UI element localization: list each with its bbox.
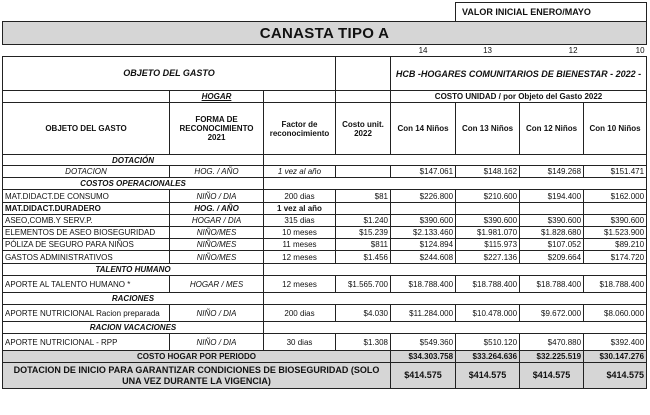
costo-hogar-10: $30.147.276 xyxy=(584,351,647,363)
row-forma: HOGAR / MES xyxy=(170,276,264,293)
row-value-13: $10.478.000 xyxy=(456,305,520,322)
row-value-10: $18.788.400 xyxy=(584,276,647,293)
blank-cell xyxy=(264,264,647,276)
row-value-14: $2.133.460 xyxy=(391,227,456,239)
row-costo xyxy=(336,203,391,215)
page-title: CANASTA TIPO A xyxy=(3,22,647,45)
table-row xyxy=(3,334,647,351)
row-forma: HOGAR / DIA xyxy=(170,215,264,227)
row-factor: 12 meses xyxy=(264,251,336,264)
row-name: ELEMENTOS DE ASEO BIOSEGURIDAD xyxy=(3,227,170,239)
col-header-con13: Con 13 Niños xyxy=(456,103,520,155)
blank-counts xyxy=(3,45,391,57)
row-value-10: $174.720 xyxy=(584,251,647,264)
canasta-table xyxy=(2,2,647,389)
blank-cell xyxy=(264,178,647,190)
costo-hogar-14: $34.303.758 xyxy=(391,351,456,363)
row-forma: NIÑO/MES xyxy=(170,251,264,264)
row-value-10: $392.400 xyxy=(584,334,647,351)
row-value-13 xyxy=(456,203,520,215)
row-value-12 xyxy=(520,203,584,215)
section-costos-operacionales: COSTOS OPERACIONALES xyxy=(3,178,264,190)
row-forma: HOG. / AÑO xyxy=(170,203,264,215)
blank-top xyxy=(3,3,456,22)
table-row xyxy=(3,203,647,215)
row-value-13: $227.136 xyxy=(456,251,520,264)
blank-cell xyxy=(336,57,391,91)
row-costo: $1.240 xyxy=(336,215,391,227)
dotacion-inicio-10: $414.575 xyxy=(584,363,647,389)
row-costo: $81 xyxy=(336,190,391,203)
blank-cell xyxy=(3,91,170,103)
row-value-13: $148.162 xyxy=(456,166,520,178)
col-header-objeto: OBJETO DEL GASTO xyxy=(3,103,170,155)
blank-cell xyxy=(264,91,336,103)
row-value-12: $9.672.000 xyxy=(520,305,584,322)
col-header-con12: Con 12 Niños xyxy=(520,103,584,155)
table-row xyxy=(3,239,647,251)
row-value-14 xyxy=(391,203,456,215)
row-factor: 30 dias xyxy=(264,334,336,351)
row-value-10: $1.523.900 xyxy=(584,227,647,239)
row-name: MAT.DIDACT.DE CONSUMO xyxy=(3,190,170,203)
row-costo: $811 xyxy=(336,239,391,251)
table-row xyxy=(3,251,647,264)
blank-cell xyxy=(264,155,647,166)
table-row xyxy=(3,166,647,178)
row-factor: 12 meses xyxy=(264,276,336,293)
row-value-12: $149.268 xyxy=(520,166,584,178)
row-value-14: $124.894 xyxy=(391,239,456,251)
section-dotacion: DOTACIÓN xyxy=(3,155,264,166)
table-row xyxy=(3,276,647,293)
row-value-13: $390.600 xyxy=(456,215,520,227)
dotacion-inicio-row xyxy=(3,363,647,389)
row-value-10 xyxy=(584,203,647,215)
row-costo xyxy=(336,166,391,178)
col-header-factor: Factor de reconocimiento xyxy=(264,103,336,155)
row-name: APORTE NUTRICIONAL - RPP xyxy=(3,334,170,351)
row-costo: $15.239 xyxy=(336,227,391,239)
row-forma: NIÑO / DIA xyxy=(170,305,264,322)
row-value-13: $18.788.400 xyxy=(456,276,520,293)
row-factor: 10 meses xyxy=(264,227,336,239)
row-value-14: $390.600 xyxy=(391,215,456,227)
row-factor: 200 dias xyxy=(264,190,336,203)
count-10: 10 xyxy=(635,46,645,55)
row-value-10: $162.000 xyxy=(584,190,647,203)
row-forma: NIÑO/MES xyxy=(170,239,264,251)
table-row xyxy=(3,215,647,227)
objeto-gasto-header: OBJETO DEL GASTO xyxy=(3,57,336,91)
table-row xyxy=(3,305,647,322)
costo-hogar-row xyxy=(3,351,647,363)
row-costo: $1.456 xyxy=(336,251,391,264)
row-value-13: $510.120 xyxy=(456,334,520,351)
row-forma: NIÑO / DIA xyxy=(170,334,264,351)
blank-cell xyxy=(264,293,647,305)
row-costo: $1.565.700 xyxy=(336,276,391,293)
count-12: 12 xyxy=(568,46,578,55)
row-value-10: $151.471 xyxy=(584,166,647,178)
col-header-con14: Con 14 Niños xyxy=(391,103,456,155)
section-raciones: RACIONES xyxy=(3,293,264,305)
row-factor: 315 dias xyxy=(264,215,336,227)
row-costo: $1.308 xyxy=(336,334,391,351)
costo-unidad-header: COSTO UNIDAD / por Objeto del Gasto 2022 xyxy=(391,91,647,103)
dotacion-inicio-14: $414.575 xyxy=(391,363,456,389)
dotacion-inicio-12: $414.575 xyxy=(520,363,584,389)
row-value-14: $11.284.000 xyxy=(391,305,456,322)
section-talento-humano: TALENTO HUMANO xyxy=(3,264,264,276)
row-name: MAT.DIDACT.DURADERO xyxy=(3,203,170,215)
blank-cell xyxy=(264,322,647,334)
row-value-13: $1.981.070 xyxy=(456,227,520,239)
row-value-13: $210.600 xyxy=(456,190,520,203)
row-forma: NIÑO/MES xyxy=(170,227,264,239)
row-value-14: $244.608 xyxy=(391,251,456,264)
row-factor: 1 vez al año xyxy=(264,203,336,215)
row-value-10: $89.210 xyxy=(584,239,647,251)
table-row xyxy=(3,190,647,203)
hogar-label: HOGAR xyxy=(170,91,264,103)
row-value-12: $107.052 xyxy=(520,239,584,251)
row-value-10: $8.060.000 xyxy=(584,305,647,322)
row-name: GASTOS ADMINISTRATIVOS xyxy=(3,251,170,264)
costo-hogar-label: COSTO HOGAR POR PERIODO xyxy=(3,351,391,363)
row-name: APORTE NUTRICIONAL Racion preparada xyxy=(3,305,170,322)
col-header-costo: Costo unit. 2022 xyxy=(336,103,391,155)
row-value-10: $390.600 xyxy=(584,215,647,227)
row-value-12: $390.600 xyxy=(520,215,584,227)
dotacion-inicio-label: DOTACION DE INICIO PARA GARANTIZAR CONDICIONES DE BIOSEGURIDAD (SOLO UNA VEZ DURANTE LA VIGENCIA) xyxy=(3,363,391,389)
count-13: 13 xyxy=(483,46,492,55)
row-factor: 11 meses xyxy=(264,239,336,251)
costo-hogar-13: $33.264.636 xyxy=(456,351,520,363)
row-name: PÓLIZA DE SEGURO PARA NIÑOS xyxy=(3,239,170,251)
row-value-14: $226.800 xyxy=(391,190,456,203)
row-value-13: $115.973 xyxy=(456,239,520,251)
row-name: DOTACION xyxy=(3,166,170,178)
hcb-title: HCB -HOGARES COMUNITARIOS DE BIENESTAR - 2022 - xyxy=(391,57,647,91)
row-value-12: $1.828.680 xyxy=(520,227,584,239)
valor-inicial-label: VALOR INICIAL ENERO/MAYO xyxy=(456,3,647,22)
count-14: 14 xyxy=(418,46,428,55)
row-value-12: $209.664 xyxy=(520,251,584,264)
row-factor: 200 dias xyxy=(264,305,336,322)
row-forma: HOG. / AÑO xyxy=(170,166,264,178)
col-header-con10: Con 10 Niños xyxy=(584,103,647,155)
row-value-14: $147.061 xyxy=(391,166,456,178)
row-forma: NIÑO / DIA xyxy=(170,190,264,203)
row-costo: $4.030 xyxy=(336,305,391,322)
row-value-12: $18.788.400 xyxy=(520,276,584,293)
row-value-12: $470.880 xyxy=(520,334,584,351)
col-header-forma: FORMA DE RECONOCIMIENTO 2021 xyxy=(170,103,264,155)
table-row xyxy=(3,227,647,239)
dotacion-inicio-13: $414.575 xyxy=(456,363,520,389)
costo-hogar-12: $32.225.519 xyxy=(520,351,584,363)
row-value-14: $18.788.400 xyxy=(391,276,456,293)
row-value-12: $194.400 xyxy=(520,190,584,203)
section-racion-vacaciones: RACION VACACIONES xyxy=(3,322,264,334)
row-factor: 1 vez al año xyxy=(264,166,336,178)
blank-cell xyxy=(336,91,391,103)
row-name: APORTE AL TALENTO HUMANO * xyxy=(3,276,170,293)
row-name: ASEO,COMB.Y SERV.P. xyxy=(3,215,170,227)
row-value-14: $549.360 xyxy=(391,334,456,351)
